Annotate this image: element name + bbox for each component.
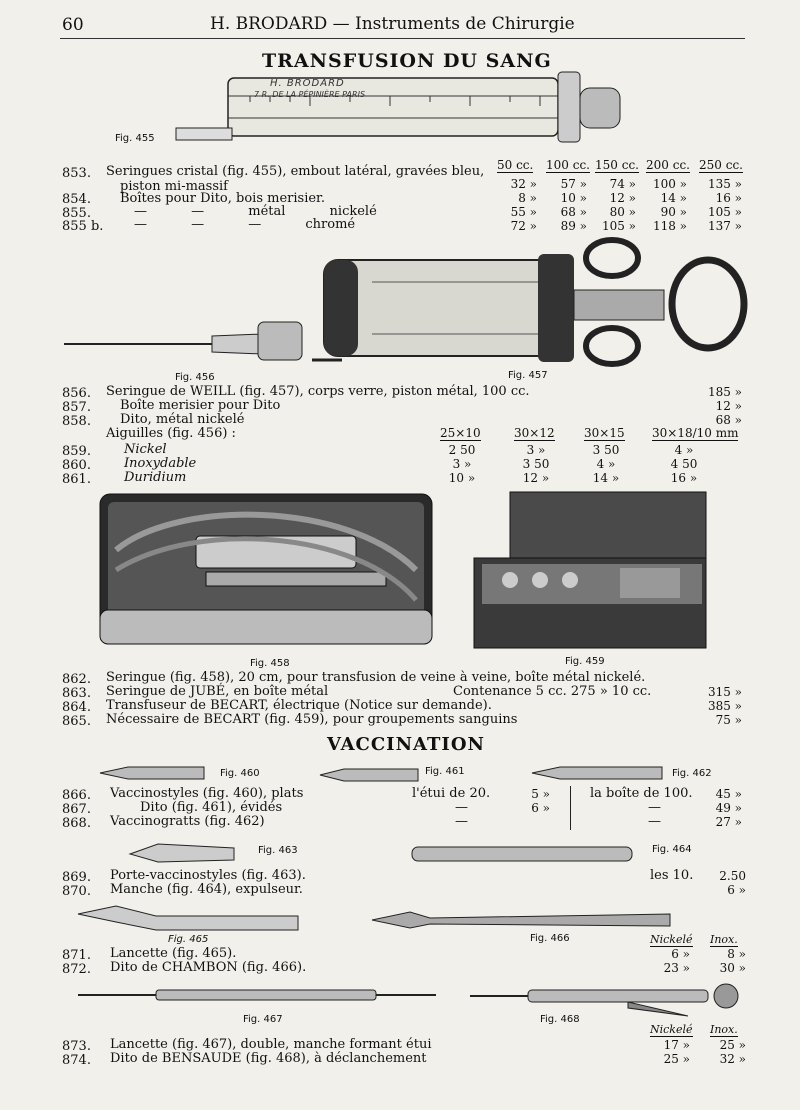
lancette-465-illustration (76, 902, 301, 934)
fig-457-label: Fig. 457 (508, 370, 548, 381)
item-desc: Porte-vaccinostyles (fig. 463). (110, 868, 306, 883)
lancette-467-illustration (76, 986, 441, 1004)
price: 10 » (448, 471, 476, 485)
price: 55 » (510, 205, 537, 219)
lancette-466-illustration (370, 908, 675, 930)
price: 105 » (707, 205, 742, 219)
item-number: 866. (62, 788, 91, 803)
fig-456-label: Fig. 456 (175, 372, 215, 383)
section-title-vaccination: VACCINATION (327, 734, 485, 755)
price: 137 » (707, 219, 742, 233)
fig-459-label: Fig. 459 (565, 656, 605, 667)
item-extra: Contenance 5 cc. 275 » 10 cc. (453, 684, 652, 699)
item-number: 874. (62, 1053, 91, 1068)
price: 72 » (510, 219, 537, 233)
needle-col-25x10: 25×10 (440, 426, 481, 440)
item-number: 861. (62, 472, 91, 487)
needle-col-30x18: 30×18/10 mm (652, 426, 739, 440)
item-desc-2: piston mi-massif (120, 179, 228, 194)
item-desc: Seringue de JUBÉ, en boîte métal (106, 684, 329, 699)
page-number: 60 (62, 15, 84, 35)
item-desc: Seringue (fig. 458), 20 cm, pour transfusion de veine à veine, boîte métal nickelé. (106, 670, 646, 685)
price: 105 » (601, 219, 636, 233)
col-header-nickele: Nickelé (650, 933, 693, 946)
fig-461-label: Fig. 461 (425, 766, 465, 777)
item-number: 870. (62, 884, 91, 899)
unit-2: la boîte de 100. (590, 786, 693, 801)
price: 16 » (670, 471, 698, 485)
price: 12 » (715, 399, 742, 413)
col-header-50: 50 cc. (497, 158, 534, 172)
item-desc: Inoxydable (124, 456, 197, 471)
price: 8 » (518, 191, 537, 205)
price: 6 » (531, 801, 550, 815)
porte-vaccinostyle-463-illustration (128, 840, 238, 866)
price: 6 » (727, 883, 746, 897)
price: 14 » (660, 191, 687, 205)
item-desc: Lancette (fig. 465). (110, 946, 237, 961)
aiguilles-label: Aiguilles (fig. 456) : (106, 426, 236, 441)
case-459-illustration (470, 488, 710, 654)
item-desc: Boîte merisier pour Dito (120, 398, 281, 413)
item-number: 871. (62, 948, 91, 963)
needle-456-illustration (62, 318, 312, 368)
price: 25 » (663, 1052, 690, 1066)
column-divider (570, 786, 571, 830)
fig-458-label: Fig. 458 (250, 658, 290, 669)
vaccinogratt-462-illustration (530, 765, 665, 781)
col-header-100: 100 cc. (546, 158, 590, 172)
item-number: 865. (62, 714, 91, 729)
price: 16 » (715, 191, 742, 205)
item-desc: Transfuseur de BECART, électrique (Notice sur demande). (106, 698, 492, 713)
item-number: 863. (62, 686, 91, 701)
price: 32 » (510, 177, 537, 191)
price: 3 50 (592, 443, 620, 457)
engraving-address: 7 R. DE LA PÉPINIÈRE PARIS (254, 90, 366, 99)
price: 80 » (609, 205, 636, 219)
section-title-transfusion: TRANSFUSION DU SANG (262, 50, 552, 72)
price: 17 » (663, 1038, 690, 1052)
item-desc: — — — chromé (134, 217, 356, 232)
price: 68 » (560, 205, 587, 219)
vaccinostyle-461-illustration (318, 767, 422, 783)
fig-465-label: Fig. 465 (168, 934, 209, 945)
fig-466-label: Fig. 466 (530, 933, 570, 944)
fig-468-label: Fig. 468 (540, 1014, 580, 1025)
price: 23 » (663, 961, 690, 975)
col-header-150: 150 cc. (595, 158, 639, 172)
price: 135 » (707, 177, 742, 191)
fig-467-label: Fig. 467 (243, 1014, 283, 1025)
item-number: 873. (62, 1039, 91, 1054)
item-number: 859. (62, 444, 91, 459)
price: 32 » (719, 1052, 746, 1066)
unit-2: — (648, 814, 661, 829)
item-desc: Vaccinostyles (fig. 460), plats (110, 786, 304, 801)
price: 90 » (660, 205, 687, 219)
price: 3 » (526, 443, 546, 457)
price: 14 » (592, 471, 620, 485)
price: 118 » (652, 219, 687, 233)
price: 6 » (671, 947, 690, 961)
price: 12 » (522, 471, 550, 485)
needle-col-30x12: 30×12 (514, 426, 555, 440)
engraving-brodard: H. BRODARD (270, 78, 345, 89)
price: 30 » (719, 961, 746, 975)
vaccinostyle-460-illustration (98, 765, 208, 781)
item-desc: Boîtes pour Dito, bois merisier. (120, 191, 325, 206)
price: 4 » (596, 457, 616, 471)
item-number: 867. (62, 802, 91, 817)
price: 68 » (715, 413, 742, 427)
unit-1: — (455, 800, 468, 815)
item-desc: Lancette (fig. 467), double, manche formant étui (110, 1037, 432, 1052)
item-desc: Vaccinogratts (fig. 462) (110, 814, 265, 829)
item-desc: Dito, métal nickelé (120, 412, 245, 427)
item-number: 854. (62, 192, 91, 207)
price: 25 » (719, 1038, 746, 1052)
col-header-200: 200 cc. (646, 158, 690, 172)
item-desc: Seringue de WEILL (fig. 457), corps verre, piston métal, 100 cc. (106, 384, 530, 399)
item-desc: Nickel (124, 442, 167, 457)
col-header-250: 250 cc. (699, 158, 743, 172)
price: 5 » (531, 787, 550, 801)
price: 27 » (715, 815, 742, 829)
price: 57 » (560, 177, 587, 191)
item-number: 860. (62, 458, 91, 473)
page-header: H. BRODARD — Instruments de Chirurgie (210, 14, 575, 34)
syringe-455-illustration (170, 62, 630, 152)
fig-460-label: Fig. 460 (220, 768, 260, 779)
col-header-nickele: Nickelé (650, 1023, 693, 1036)
item-desc: Dito de BENSAUDE (fig. 468), à déclanchement (110, 1051, 427, 1066)
price: 12 » (609, 191, 636, 205)
needle-col-30x15: 30×15 (584, 426, 625, 440)
unit-1: — (455, 814, 468, 829)
price: 185 » (707, 385, 742, 399)
price: 49 » (715, 801, 742, 815)
item-desc: Duridium (124, 470, 187, 485)
item-desc: — — métal nickelé (134, 204, 377, 219)
item-number: 869. (62, 870, 91, 885)
transfusion-box-458-illustration (96, 490, 436, 650)
unit-2: — (648, 800, 661, 815)
item-number: 855 b. (62, 219, 104, 234)
item-number: 862. (62, 672, 91, 687)
item-number: 872. (62, 962, 91, 977)
item-desc: Nécessaire de BECART (fig. 459), pour groupements sanguins (106, 712, 518, 727)
col-header-inox: Inox. (710, 933, 738, 946)
item-number: 856. (62, 386, 91, 401)
price: 315 » (707, 685, 742, 699)
item-number: 857. (62, 400, 91, 415)
price: 45 » (715, 787, 742, 801)
price: 2.50 (719, 869, 746, 883)
price: 74 » (609, 177, 636, 191)
header-rule (60, 38, 745, 39)
col-header-inox: Inox. (710, 1023, 738, 1036)
item-number: 864. (62, 700, 91, 715)
price: 4 » (674, 443, 694, 457)
price: 8 » (727, 947, 746, 961)
unit-1: l'étui de 20. (412, 786, 491, 801)
price: 4 50 (670, 457, 698, 471)
fig-463-label: Fig. 463 (258, 845, 298, 856)
price: 89 » (560, 219, 587, 233)
item-desc: Dito (fig. 461), évidés (140, 800, 283, 815)
price: 2 50 (448, 443, 476, 457)
price: 100 » (652, 177, 687, 191)
price: 3 50 (522, 457, 550, 471)
manche-464-illustration (410, 845, 635, 863)
fig-455-label: Fig. 455 (115, 133, 155, 144)
fig-462-label: Fig. 462 (672, 768, 712, 779)
item-desc: Seringues cristal (fig. 455), embout latéral, gravées bleu, (106, 164, 485, 179)
weill-syringe-457-illustration (312, 230, 752, 370)
price: 3 » (452, 457, 472, 471)
item-number: 868. (62, 816, 91, 831)
item-desc: Dito de CHAMBON (fig. 466). (110, 960, 307, 975)
price: 75 » (715, 713, 742, 727)
item-number: 858. (62, 414, 91, 429)
price: 385 » (707, 699, 742, 713)
price: 10 » (560, 191, 587, 205)
item-number: 853. (62, 166, 91, 181)
fig-464-label: Fig. 464 (652, 844, 692, 855)
bensaude-468-illustration (468, 982, 748, 1022)
item-desc: Manche (fig. 464), expulseur. (110, 882, 303, 897)
item-number: 855. (62, 206, 91, 221)
unit: les 10. (650, 868, 694, 883)
